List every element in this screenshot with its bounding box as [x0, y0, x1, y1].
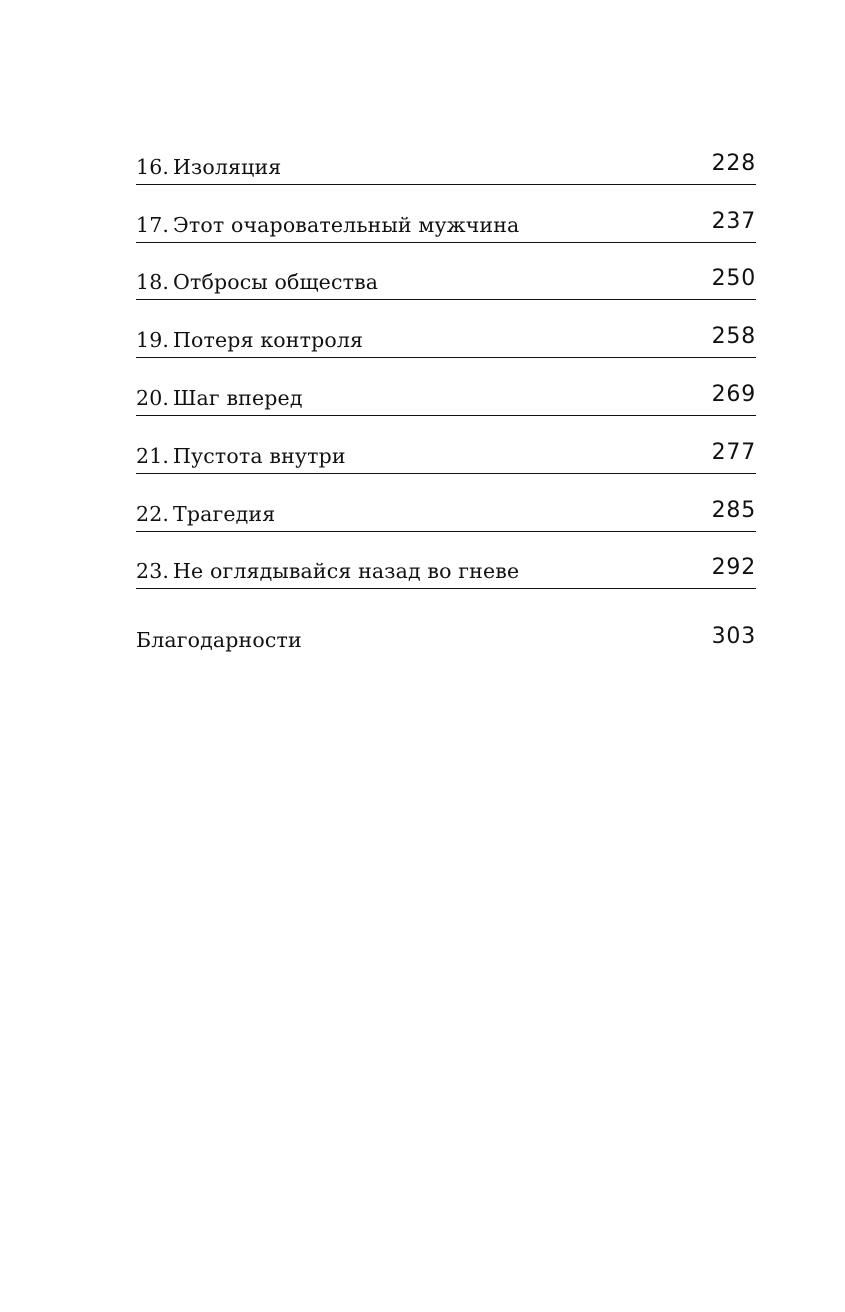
table-of-contents [136, 127, 756, 652]
toc-page-number: 228 [711, 150, 756, 176]
toc-entry-number: 19. [136, 328, 170, 353]
toc-entry-number: 23. [136, 559, 170, 584]
toc-page-number: 237 [711, 208, 756, 234]
toc-entry-title [136, 502, 275, 526]
toc-entry-number: 17. [136, 212, 170, 237]
toc-entry-number: 22. [136, 501, 170, 526]
toc-page-number: 258 [711, 324, 756, 350]
toc-entry-label: Пустота внутри [173, 443, 346, 468]
toc-page-number: 269 [711, 381, 756, 407]
toc-entry-title [136, 213, 519, 237]
toc-entry-label: Этот очаровательный мужчина [173, 212, 520, 237]
toc-entry-number: 20. [136, 385, 170, 410]
toc-entry-label: Не оглядывайся назад во гневе [173, 559, 520, 584]
toc-entry-21[interactable] [136, 416, 756, 474]
toc-page-number: 292 [711, 555, 756, 581]
toc-entry-label: Изоляция [173, 154, 282, 179]
toc-page-number: 303 [711, 624, 756, 650]
toc-entry-label: Благодарности [136, 628, 302, 653]
toc-entry-label: Потеря контроля [173, 328, 364, 353]
toc-entry-title [136, 155, 281, 179]
toc-entry-acknowledgements[interactable] [136, 592, 756, 652]
toc-entry-number: 21. [136, 443, 170, 468]
toc-entry-title [136, 444, 346, 468]
toc-page-number: 277 [711, 439, 756, 465]
toc-entry-number: 18. [136, 270, 170, 295]
toc-entry-19[interactable] [136, 300, 756, 358]
toc-entry-title [136, 270, 378, 294]
toc-entry-title [136, 559, 519, 583]
toc-entry-20[interactable] [136, 358, 756, 416]
toc-entry-18[interactable] [136, 243, 756, 301]
toc-entry-17[interactable] [136, 185, 756, 243]
toc-entry-title [136, 386, 303, 410]
toc-entry-23[interactable] [136, 532, 756, 590]
toc-entry-label: Шаг вперед [173, 385, 303, 410]
toc-page-number: 250 [711, 266, 756, 292]
toc-entry-number: 16. [136, 154, 170, 179]
toc-entry-label: Отбросы общества [173, 270, 379, 295]
toc-entry-16[interactable] [136, 127, 756, 185]
toc-page-number: 285 [711, 497, 756, 523]
toc-entry-title [136, 328, 363, 352]
toc-entry-label: Трагедия [173, 501, 276, 526]
toc-entry-22[interactable] [136, 474, 756, 532]
